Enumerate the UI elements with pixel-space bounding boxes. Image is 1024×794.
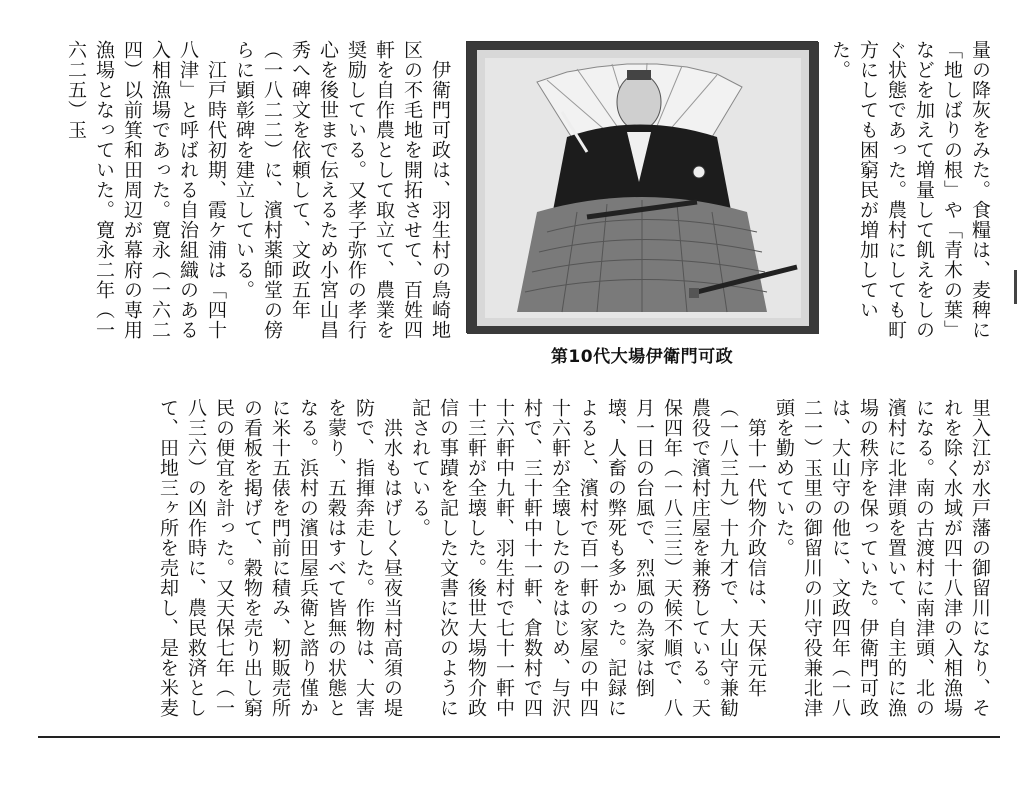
bottom-rule (38, 736, 1000, 738)
portrait-image (467, 42, 819, 334)
portrait-caption: 第10代大場伊衛門可政 (550, 347, 734, 367)
upper-left-text-block: 伊衛門可政は、羽生村の鳥崎地区の不毛地を開拓させて、百姓四軒を自作農として取立て、農業を奨励している。又孝子弥作の孝行心を後世まで伝えるため小宮山昌秀へ碑文を依頼して、文政五年（一八二二）に、濱村薬師堂の傍らに顕彰碑を建立している。 江戸時代初期、霞ケ浦は「四十八津」と呼ばれる自治組織のある入相漁場であった。寛永（一六二四）以前箕和田周辺が幕府の専用漁場となっていた。寛永二年（一六二五）玉 (65, 40, 451, 340)
lower-text-block: 里入江が水戸藩の御留川になり、それを除く水域が四十八津の入相漁場になる。南の古渡村に南津頭、北の濱村に北津頭を置いて、自主的に漁場の秩序を保っていた。伊衛門可政は、大山守の他に、文政四年（一八二一）玉里の御留川の川守役兼北津頭を勤めていた。 第十一代物介政信は、天保元年（一八三九）十九才で、大山守兼勧農役で濱村庄屋を兼務している。天保四年（一八三三）天候不順で、八月一日の台風で、烈風の為家は倒壊、人畜の弊死も多かった。記録によると、濱村で百一軒の家屋の中四十六軒が全壊したのをはじめ、与沢村で、三十軒中十一軒、倉数村で四十六軒中九軒、羽生村で七十一軒中十三軒が全壊した。後世大場物介政信の事蹟を記した文書に次のように記されている。 洪水もはげしく昼夜当村高須の堤防で、指揮奔走した。作物は、大害を蒙り、五穀はすべて皆無の状態となる。浜村の濱田屋兵衛と諮り僅かに米十五俵を門前に積み、籾販売所の看板を掲げて、穀物を売り出し窮民の便宜を計った。又天保七年（一八三六）の凶作時に、農民救済として、田地三ヶ所を売却し、是を米麦 (157, 398, 991, 718)
scan-edge-mark (1014, 270, 1017, 304)
upper-right-text-block: 量の降灰をみた。食糧は、麦稗に「地しばりの根」や「青木の葉」などを加えて増量して飢えをしのぐ状態であった。農村にしても町方にしても困窮民が増加していた。 (829, 40, 991, 340)
portrait-photo (466, 41, 818, 333)
